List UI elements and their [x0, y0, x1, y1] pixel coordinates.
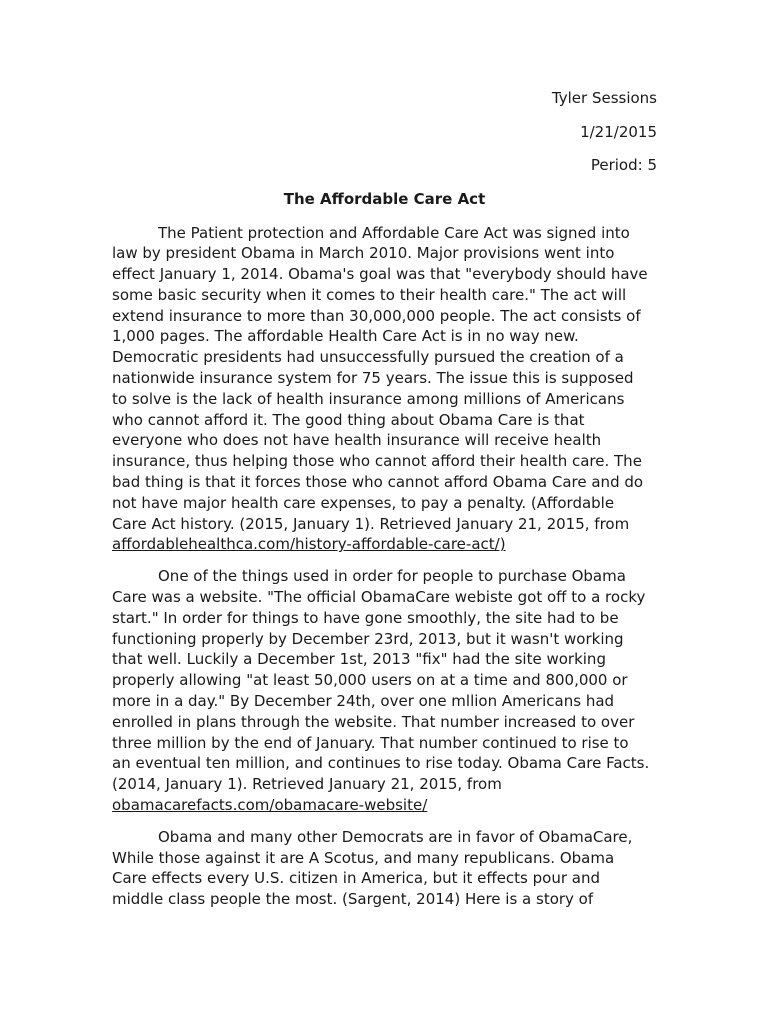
- paragraph-line: an eventual ten million, and continues to rise today. Obama Care Facts.: [112, 754, 650, 773]
- paragraph-line: nationwide insurance system for 75 years. The issue this is supposed: [112, 369, 634, 388]
- paragraph-line: extend insurance to more than 30,000,000 people. The act consists of: [112, 306, 641, 325]
- document-title: The Affordable Care Act: [283, 189, 486, 208]
- paragraph-line: that well. Luckily a December 1st, 2013 "fix" had the site working: [112, 650, 606, 669]
- paragraph-line: three million by the end of January. That number continued to rise to: [112, 733, 629, 752]
- paragraph-line: everyone who does not have health insurance will receive health: [112, 431, 602, 450]
- paragraph-line: some basic security when it comes to their health care." The act will: [112, 285, 627, 304]
- paragraph-line: insurance, thus helping those who cannot afford their health care. The: [112, 452, 642, 471]
- paragraph-line: not have major health care expenses, to pay a penalty. (Affordable: [112, 493, 615, 512]
- document-date: 1/21/2015: [580, 122, 657, 141]
- document-body: [112, 223, 657, 911]
- paragraph-line: 1,000 pages. The affordable Health Care Act is in no way new.: [112, 327, 579, 346]
- paragraph-line: (2014, January 1). Retrieved January 21, 2015, from: [112, 775, 502, 794]
- document-page: [112, 88, 657, 921]
- paragraph-line: Obama and many other Democrats are in favor of ObamaCare,: [158, 827, 633, 846]
- paragraph-line: Democratic presidents had unsuccessfully pursued the creation of a: [112, 348, 624, 367]
- body-paragraph: [112, 223, 657, 556]
- paragraph-line: middle class people the most. (Sargent, 2014) Here is a story of: [112, 890, 594, 909]
- paragraph-line: law by president Obama in March 2010. Major provisions went into: [112, 244, 615, 263]
- paragraph-line: While those against it are A Scotus, and many republicans. Obama: [112, 848, 615, 867]
- author-name: Tyler Sessions: [551, 89, 657, 107]
- paragraph-line: who cannot afford it. The good thing about Obama Care is that: [112, 410, 585, 429]
- class-period: Period: 5: [590, 156, 657, 174]
- paragraph-line: functioning properly by December 23rd, 2013, but it wasn't working: [112, 629, 624, 648]
- paragraph-line: properly allowing "at least 50,000 users on at a time and 800,000 or: [112, 671, 628, 690]
- body-paragraph: [112, 566, 657, 816]
- paragraph-line: Care was a website. "The official ObamaCare webiste got off to a rocky: [112, 588, 646, 607]
- paragraph-line: Care Act history. (2015, January 1). Retrieved January 21, 2015, from: [112, 514, 630, 533]
- citation-link[interactable]: affordablehealthca.com/history-affordable-care-act/): [112, 535, 506, 554]
- paragraph-line: Care effects every U.S. citizen in America, but it effects pour and: [112, 869, 601, 888]
- citation-link[interactable]: obamacarefacts.com/obamacare-website/: [112, 796, 428, 815]
- paragraph-line: enrolled in plans through the website. That number increased to over: [112, 712, 635, 731]
- paragraph-line: effect January 1, 2014. Obama's goal was that "everybody should have: [112, 265, 648, 284]
- body-paragraph: [112, 827, 657, 910]
- paragraph-line: The Patient protection and Affordable Care Act was signed into: [158, 223, 630, 242]
- paragraph-line: to solve is the lack of health insurance among millions of Americans: [112, 389, 625, 408]
- paragraph-line: start." In order for things to have gone smoothly, the site had to be: [112, 608, 619, 627]
- paragraph-line: One of the things used in order for people to purchase Obama: [158, 567, 626, 586]
- paragraph-line: bad thing is that it forces those who cannot afford Obama Care and do: [112, 473, 644, 492]
- paragraph-line: more in a day." By December 24th, over one mllion Americans had: [112, 692, 615, 711]
